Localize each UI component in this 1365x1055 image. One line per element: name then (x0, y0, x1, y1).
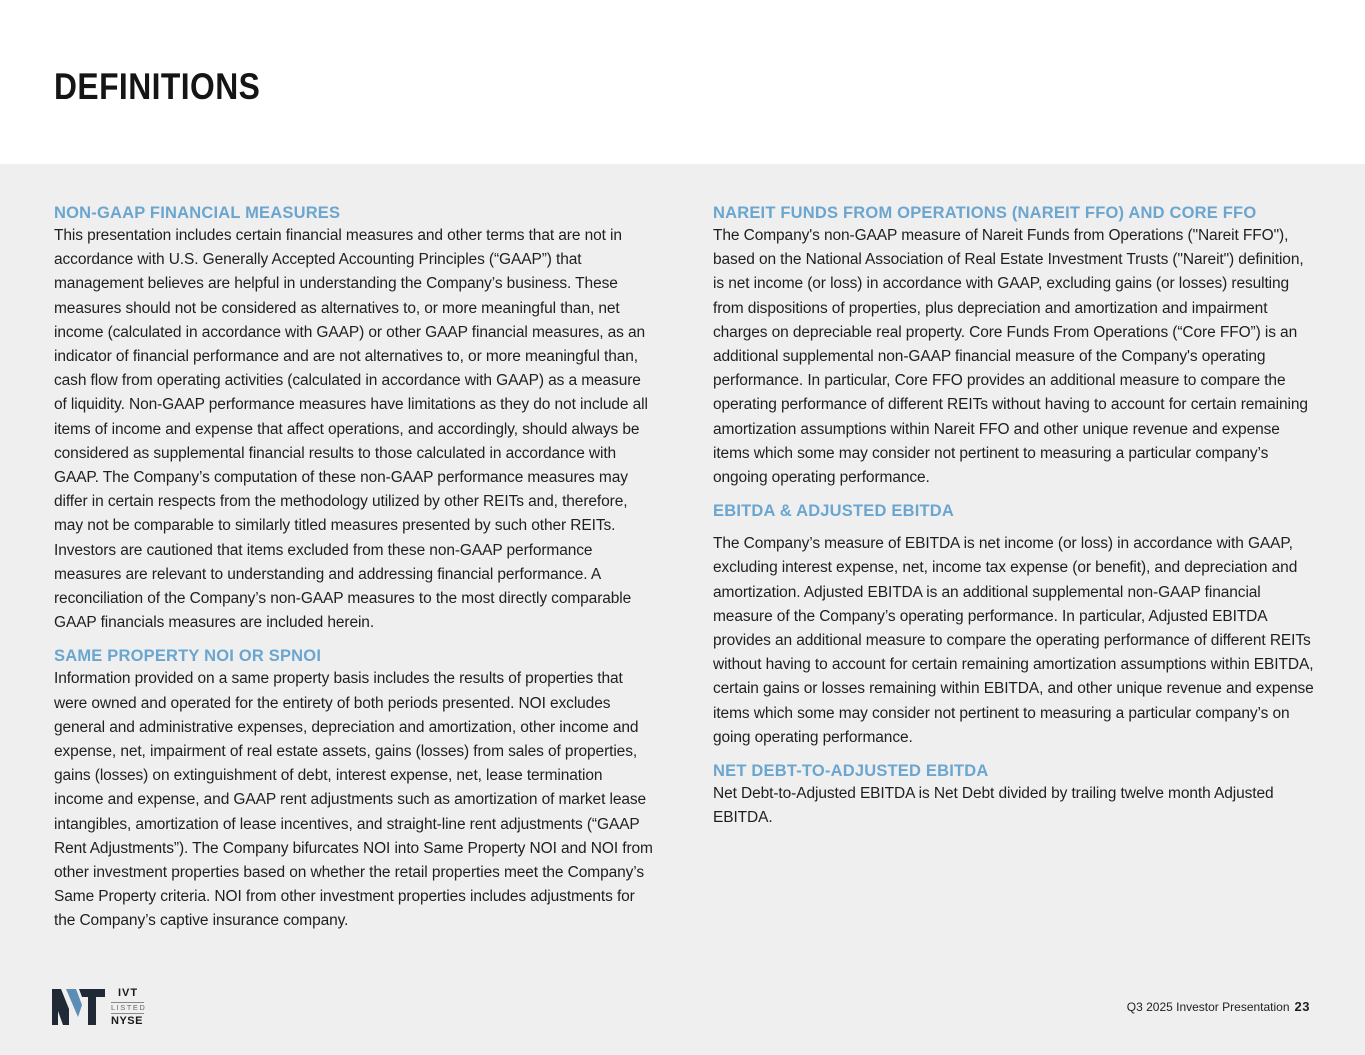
section-body-ebitda: The Company’s measure of EBITDA is net income (or loss) in accordance with GAAP, excluding interest expense, net, income tax expense (or benefit), and depreciation and amortization. Adjusted EBITDA is an additional supplemental non-GAAP financial measure of the Company’s operating performance. In particular, Adjusted EBITDA provides an additional measure to compare the operating performance of different REITs without having to account for certain remaining amortization assumptions within EBITDA, certain gains or losses remaining within EBITDA, and other unique revenue and expense items which some may consider not pertinent to measuring a particular company’s on going operating performance. (713, 535, 1314, 746)
left-column (54, 202, 654, 934)
company-logo (52, 987, 147, 1029)
presentation-label: Q3 2025 Investor Presentation (1126, 1000, 1290, 1014)
section-heading-ebitda: EBITDA & ADJUSTED EBITDA (713, 502, 955, 521)
logo-text (111, 987, 147, 1028)
section-heading-net-debt: NET DEBT-TO-ADJUSTED EBITDA (713, 762, 989, 781)
logo-listed: LISTED (111, 1003, 147, 1012)
header-area (0, 0, 1365, 164)
section-heading-same-property-noi: SAME PROPERTY NOI OR SPNOI (54, 647, 322, 666)
logo-exchange: NYSE (111, 1015, 143, 1027)
section-body-non-gaap: This presentation includes certain financial measures and other terms that are not in accordance with U.S. Generally Accepted Accounting Principles (“GAAP”) that management believes are helpful in understanding the Company’s business. These measures should not be considered as alternatives to, or more meaningful than, net income (calculated in accordance with GAAP) or other GAAP financial measures, as an indicator of financial performance and are not alternatives to, or more meaningful than, cash flow from operating activities (calculated in accordance with GAAP) as a measure of liquidity. Non-GAAP performance measures have limitations as they do not include all items of income and expense that affect operations, and accordingly, should always be considered as supplemental financial results to those calculated in accordance with GAAP. The Company’s computation of these non-GAAP performance measures may differ in certain respects from the methodology utilized by other REITs and, therefore, may not be comparable to similarly titled measures presented by such other REITs. Investors are cautioned that items excluded from these non-GAAP performance measures are relevant to understanding and addressing financial performance. A reconciliation of the Company’s non-GAAP measures to the most directly comparable GAAP financials measures are included herein. (54, 227, 648, 632)
section-heading-non-gaap: NON-GAAP FINANCIAL MEASURES (54, 204, 341, 222)
footer-label (1127, 999, 1310, 1015)
right-column (713, 202, 1318, 830)
section-heading-nareit-ffo: NAREIT FUNDS FROM OPERATIONS (NAREIT FFO) AND CORE FFO (713, 204, 1257, 222)
section-body-same-property-noi: Information provided on a same property basis includes the results of properties that were owned and operated for the entirety of both periods presented. NOI excludes general and administrative expenses, depreciation and amortization, other income and expense, net, impairment of real estate assets, gains (losses) from sales of properties, gains (losses) on extinguishment of debt, interest expense, net, lease termination income and expense, and GAAP rent adjustments such as amortization of market lease intangibles, amortization of lease incentives, and straight-line rent adjustments (“GAAP Rent Adjustments”). The Company bifurcates NOI into Same Property NOI and NOI from other investment properties based on whether the retail properties meet the Company’s Same Property criteria. NOI from other investment properties includes adjustments for the Company’s captive insurance company. (54, 670, 653, 930)
page-number: 23 (1294, 999, 1310, 1014)
logo-ticker: IVT (118, 987, 139, 999)
content-panel (0, 164, 1365, 1055)
ivt-logo-icon (52, 987, 106, 1027)
section-body-nareit-ffo: The Company's non-GAAP measure of Nareit Funds from Operations ("Nareit FFO"), based on the National Association of Real Estate Investment Trusts ("Nareit") definition, is net income (or loss) in accordance with GAAP, excluding gains (or losses) resulting from dispositions of properties, plus depreciation and amortization and impairment charges on depreciable real property. Core Funds From Operations (“Core FFO”) is an additional supplemental non-GAAP financial measure of the Company's operating performance. In particular, Core FFO provides an additional measure to compare the operating performance of different REITs without having to account for certain remaining amortization assumptions within Nareit FFO and other unique revenue and expense items which some may consider not pertinent to measuring a particular company’s ongoing operating performance. (713, 227, 1308, 487)
page-title: DEFINITIONS (54, 66, 261, 107)
section-body-net-debt: Net Debt-to-Adjusted EBITDA is Net Debt divided by trailing twelve month Adjusted EBITDA. (713, 785, 1274, 827)
